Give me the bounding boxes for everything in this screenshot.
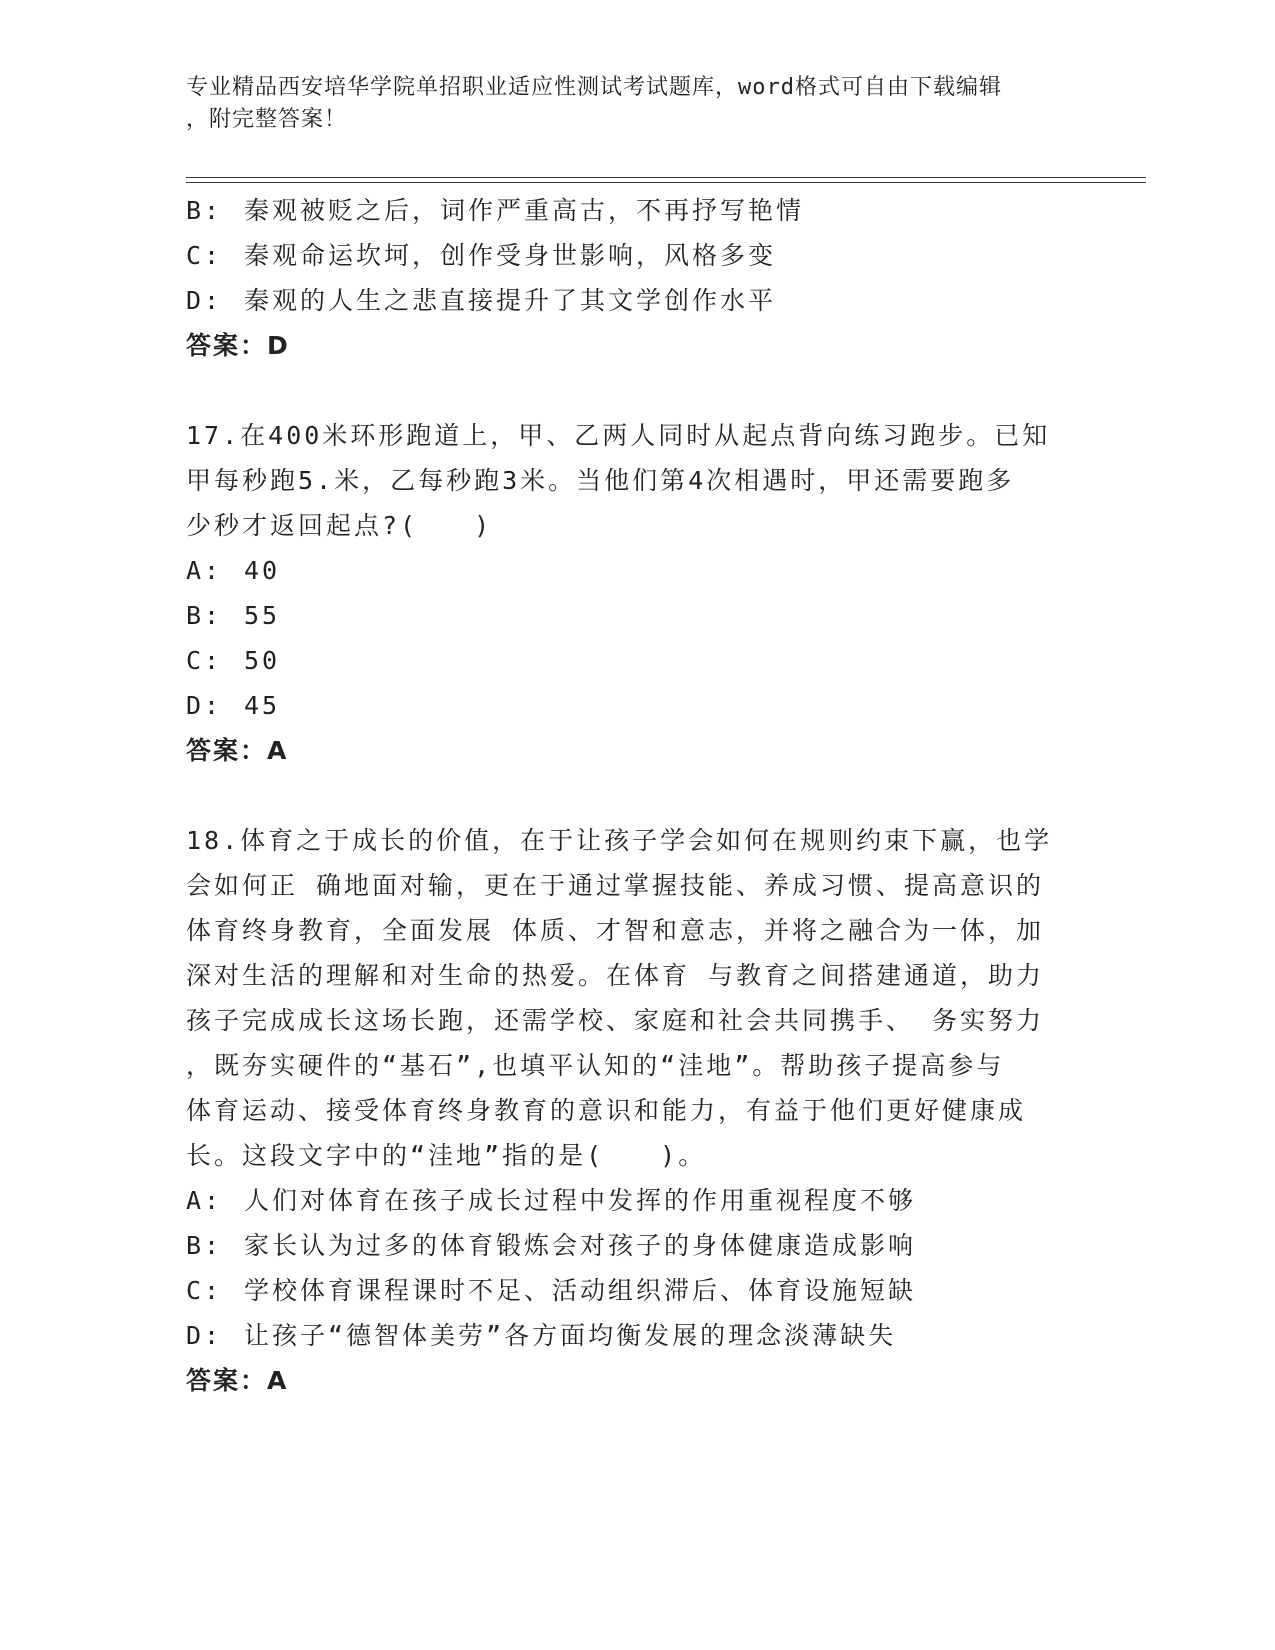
- header-divider-top: [186, 177, 1146, 178]
- option-a: [186, 1178, 1066, 1223]
- question-text-line: 深对生活的理解和对生命的热爱。在体育 与教育之间搭建通道，助力: [186, 961, 1045, 990]
- option-text: 秦观被贬之后，词作严重高古，不再抒写艳情: [244, 196, 805, 225]
- answer-line: 答案：A: [186, 1366, 289, 1395]
- spacer: [186, 368, 1066, 413]
- option-letter: D:: [186, 691, 223, 720]
- option-letter: C:: [186, 646, 223, 675]
- option-b: [186, 1223, 1066, 1268]
- option-letter: C:: [186, 241, 223, 270]
- question-text-line: 会如何正 确地面对输，更在于通过掌握技能、养成习惯、提高意识的: [186, 871, 1045, 900]
- option-letter: D:: [186, 286, 223, 315]
- question-text-line: 少秒才返回起点?( ): [186, 511, 493, 540]
- page-header: [186, 72, 1066, 136]
- option-a: [186, 548, 1066, 593]
- option-text: 家长认为过多的体育锻炼会对孩子的身体健康造成影响: [244, 1231, 917, 1260]
- header-line-2: ，附完整答案！: [186, 107, 348, 132]
- question-text-line: ，既夯实硬件的“基石”,也填平认知的“洼地”。帮助孩子提高参与: [186, 1051, 1005, 1080]
- question-16-tail: [186, 188, 1066, 368]
- option-letter: C:: [186, 1276, 223, 1305]
- option-text: 秦观的人生之悲直接提升了其文学创作水平: [244, 286, 777, 315]
- option-text: 人们对体育在孩子成长过程中发挥的作用重视程度不够: [244, 1186, 917, 1215]
- option-letter: B:: [186, 196, 223, 225]
- option-letter: B:: [186, 601, 223, 630]
- option-letter: B:: [186, 1231, 223, 1260]
- question-text-line: 体育终身教育，全面发展 体质、才智和意志，并将之融合为一体，加: [186, 916, 1045, 945]
- header-divider-bottom: [186, 182, 1146, 183]
- header-line-1: 专业精品西安培华学院单招职业适应性测试考试题库，word格式可自由下载编辑: [186, 75, 1002, 100]
- document-body: [186, 188, 1066, 1403]
- option-c: [186, 233, 1066, 278]
- option-d: [186, 683, 1066, 728]
- question-text-line: 孩子完成成长这场长跑，还需学校、家庭和社会共同携手、 务实努力: [186, 1006, 1045, 1035]
- option-b: [186, 188, 1066, 233]
- option-letter: A:: [186, 556, 223, 585]
- question-text-line: 体育运动、接受体育终身教育的意识和能力，有益于他们更好健康成: [186, 1096, 1027, 1125]
- question-17: [186, 413, 1066, 773]
- answer-line: 答案：D: [186, 331, 290, 360]
- option-letter: A:: [186, 1186, 223, 1215]
- question-text-line: 17.在400米环形跑道上，甲、乙两人同时从起点背向练习跑步。已知: [186, 421, 1051, 450]
- spacer: [186, 773, 1066, 818]
- option-d: [186, 1313, 1066, 1358]
- option-text: 让孩子“德智体美劳”各方面均衡发展的理念淡薄缺失: [244, 1321, 897, 1350]
- option-letter: D:: [186, 1321, 223, 1350]
- answer-line: 答案：A: [186, 736, 289, 765]
- option-text: 45: [244, 691, 281, 720]
- question-text-line: 甲每秒跑5.米，乙每秒跑3米。当他们第4次相遇时，甲还需要跑多: [186, 466, 1015, 495]
- option-text: 秦观命运坎坷，创作受身世影响，风格多变: [244, 241, 777, 270]
- option-d: [186, 278, 1066, 323]
- option-text: 55: [244, 601, 281, 630]
- option-text: 40: [244, 556, 281, 585]
- option-text: 50: [244, 646, 281, 675]
- option-b: [186, 593, 1066, 638]
- question-text-line: 长。这段文字中的“洼地”指的是( )。: [186, 1141, 707, 1170]
- question-text-line: 18.体育之于成长的价值，在于让孩子学会如何在规则约束下赢，也学: [186, 826, 1053, 855]
- question-18: [186, 818, 1066, 1403]
- option-text: 学校体育课程课时不足、活动组织滞后、体育设施短缺: [244, 1276, 917, 1305]
- option-c: [186, 638, 1066, 683]
- option-c: [186, 1268, 1066, 1313]
